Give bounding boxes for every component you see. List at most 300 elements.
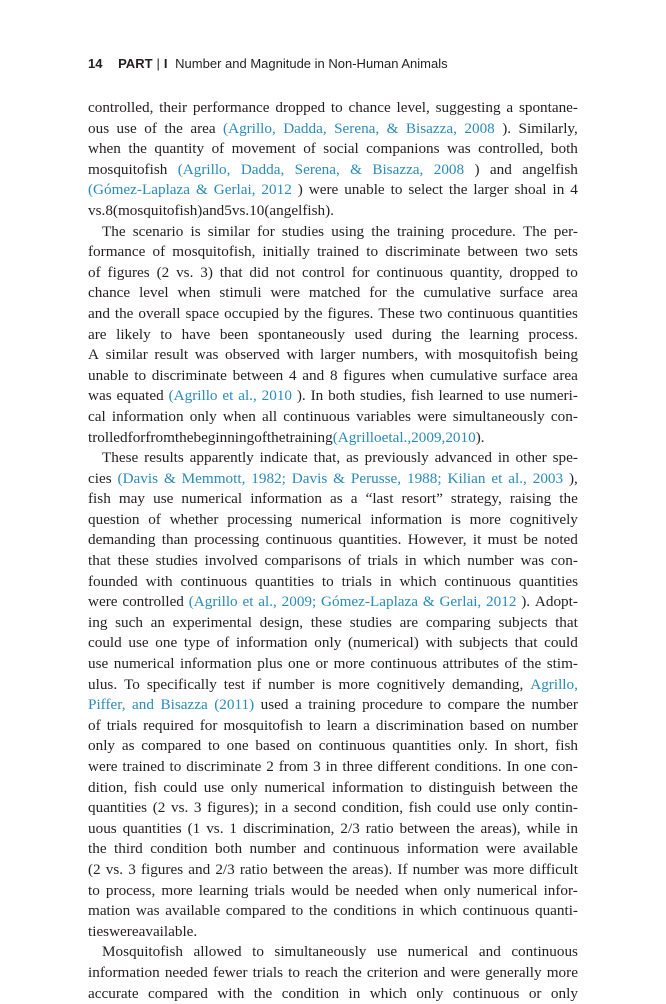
word: from — [278, 758, 309, 775]
citation-link[interactable]: 2008 — [464, 119, 495, 137]
word: third — [114, 840, 143, 858]
word: to — [566, 263, 578, 281]
word: ). — [296, 387, 306, 405]
word: generally — [485, 963, 542, 981]
word: numerical — [264, 778, 326, 796]
word: to — [429, 696, 442, 714]
word: vs. — [170, 799, 189, 817]
word: continuous — [444, 572, 512, 590]
word: procedure. — [451, 222, 516, 240]
text-line — [88, 428, 578, 449]
text-line — [88, 386, 578, 407]
word: the — [559, 490, 578, 508]
word: reach — [305, 963, 338, 981]
word: ). — [502, 119, 512, 137]
text-line — [88, 881, 578, 902]
word: from — [145, 428, 175, 446]
citation-link[interactable]: Serena, — [294, 160, 340, 178]
word: vs. — [176, 263, 194, 281]
word: studies — [349, 613, 392, 631]
word: was — [135, 902, 160, 920]
word: discrimination — [375, 716, 464, 734]
word: 3 — [313, 758, 321, 775]
citation-link[interactable]: et — [222, 387, 234, 405]
word: when — [391, 366, 425, 384]
word: would — [291, 881, 329, 899]
word: only — [189, 407, 217, 425]
word: spontane- — [518, 99, 578, 116]
word: quantity, — [449, 263, 503, 281]
text-line — [88, 922, 578, 943]
word: were — [450, 963, 480, 981]
word: figures. — [327, 304, 374, 322]
word: and — [303, 840, 326, 858]
word: (angelfish). — [264, 201, 334, 219]
word: chance — [88, 284, 131, 302]
citation-link[interactable]: 1988; — [406, 469, 442, 487]
citation-link[interactable]: 2010 — [445, 428, 476, 446]
word: used — [354, 325, 383, 343]
word: infor- — [543, 881, 578, 899]
word: were — [308, 181, 339, 199]
word: the — [441, 325, 460, 343]
word: when — [404, 881, 438, 899]
word: more — [333, 655, 365, 673]
word: these — [117, 552, 149, 570]
text-line — [88, 160, 578, 181]
word: vs. — [105, 860, 124, 878]
word: use — [153, 490, 174, 508]
citation-link[interactable]: Kilian — [447, 469, 486, 487]
paragraph-first-line — [88, 222, 578, 243]
word: could — [437, 799, 471, 817]
word: more — [469, 510, 501, 528]
word: equated — [116, 387, 164, 405]
citation-link[interactable]: 2003 — [532, 469, 564, 487]
word: demanding, — [452, 675, 524, 693]
word: to — [390, 181, 403, 199]
word: with — [217, 984, 245, 1002]
word: quantities — [392, 737, 452, 755]
word: discriminate — [385, 243, 461, 261]
word: con- — [550, 407, 578, 425]
citation-link[interactable]: et — [491, 469, 503, 487]
word: number — [467, 552, 514, 570]
word: one — [288, 655, 310, 673]
word: more — [492, 860, 525, 878]
word: more — [338, 675, 370, 693]
word: whether — [169, 510, 219, 528]
word: involved — [204, 552, 258, 570]
citation-link[interactable]: Dadda, — [240, 160, 285, 178]
word: numerical — [113, 655, 175, 673]
word: training — [396, 222, 445, 240]
word: stimuli — [219, 284, 262, 302]
word: such — [115, 613, 143, 631]
word: 5 — [224, 201, 232, 219]
word: the — [253, 984, 273, 1002]
word: needed — [355, 881, 399, 899]
word: continuous — [511, 943, 578, 961]
word: raising — [509, 490, 552, 508]
text-line — [88, 119, 578, 140]
word: continuous — [332, 840, 400, 858]
word: one — [524, 758, 547, 775]
word: simultaneously — [274, 943, 367, 961]
word: only — [88, 737, 116, 755]
word: are — [88, 325, 107, 343]
word: or — [528, 984, 542, 1002]
word: angelfish — [522, 160, 578, 178]
citation-link[interactable]: Gómez-Laplaza — [321, 593, 419, 611]
citation-link[interactable]: et — [242, 593, 254, 611]
word: by — [283, 304, 300, 322]
word: continuous — [318, 737, 386, 755]
word: apparently — [189, 449, 254, 467]
word: of — [303, 140, 316, 158]
word: level, — [396, 99, 430, 116]
word: both — [550, 140, 578, 158]
word: to — [321, 572, 334, 590]
word: type — [183, 634, 211, 652]
citation-link[interactable]: et — [381, 428, 393, 446]
word: compared — [141, 737, 202, 755]
word: noted — [544, 531, 578, 549]
citation-link[interactable]: & — [422, 593, 435, 611]
text-line — [88, 716, 578, 737]
word: numerical — [476, 881, 538, 899]
word: continuous — [452, 984, 520, 1002]
word: learning — [198, 881, 249, 899]
citation-link[interactable]: (Agrillo, — [177, 160, 231, 178]
word: that — [514, 634, 538, 652]
word: unable — [344, 181, 385, 199]
word: subjects — [498, 613, 548, 631]
word: occupied — [224, 304, 279, 322]
word: information — [406, 840, 479, 858]
word: was — [464, 860, 488, 878]
word: In — [494, 737, 508, 755]
word: more — [546, 963, 578, 981]
word: use — [128, 634, 149, 652]
text-line — [88, 366, 578, 387]
word: observed — [225, 346, 280, 364]
word: did — [249, 263, 269, 281]
text-line — [88, 839, 578, 860]
word: between — [272, 860, 324, 878]
citation-link[interactable]: 2012 — [486, 593, 517, 611]
word: more — [161, 881, 193, 899]
word: to — [160, 325, 173, 343]
word: of — [148, 510, 161, 528]
word: (1 — [187, 819, 201, 837]
word: performance — [192, 99, 270, 116]
word: in — [325, 758, 338, 775]
word: information — [235, 634, 308, 652]
word: both — [215, 840, 243, 858]
word: figures — [140, 860, 184, 878]
word: variables — [356, 407, 411, 425]
word: 4 — [570, 181, 578, 199]
word: for — [127, 428, 146, 446]
text-line — [88, 860, 578, 881]
citation-link[interactable]: (Gómez-Laplaza — [88, 181, 191, 199]
word: a — [350, 490, 358, 508]
word: spe- — [552, 449, 578, 467]
word: of — [144, 119, 157, 137]
word: needed — [164, 963, 208, 981]
citation-link[interactable]: 2009, — [411, 428, 446, 446]
citation-link[interactable]: 2012 — [261, 181, 292, 199]
citation-link[interactable]: (Agrillo — [168, 387, 218, 405]
word: number — [412, 860, 460, 878]
word: trained — [122, 758, 165, 775]
word: the — [164, 119, 183, 137]
citation-link[interactable]: al., — [508, 469, 527, 487]
word: use — [376, 943, 398, 961]
word: of — [211, 140, 225, 158]
word: that — [88, 552, 111, 570]
word: ), — [569, 469, 578, 487]
word: plus — [257, 655, 283, 673]
word: processing — [227, 510, 293, 528]
word: shoal — [514, 181, 547, 199]
word: and — [302, 366, 325, 384]
citation-link[interactable]: & — [333, 469, 345, 487]
word: a — [363, 716, 370, 734]
word: indicate — [259, 449, 308, 467]
word: studies — [155, 552, 198, 570]
word: of — [504, 655, 518, 673]
word: both — [328, 387, 356, 405]
word: 8 — [329, 366, 338, 384]
word: two — [525, 243, 548, 261]
word: studies — [281, 222, 325, 240]
word: three — [342, 758, 373, 775]
citation-link[interactable]: (2011) — [214, 696, 255, 714]
citation-link[interactable]: Agrillo, — [530, 675, 578, 693]
citation-link[interactable]: & — [163, 469, 176, 487]
word: with — [425, 634, 453, 652]
text-line — [88, 201, 578, 222]
word: cumulative — [423, 284, 491, 302]
word: could — [163, 778, 198, 796]
word: ). — [475, 428, 485, 446]
word: information — [111, 407, 184, 425]
word: compared — [225, 902, 286, 920]
word: were — [270, 284, 300, 302]
word: quantity — [154, 140, 205, 158]
citation-link[interactable]: Perusse, — [350, 469, 402, 487]
word: a — [281, 799, 289, 817]
word: mosquitofish — [223, 716, 303, 734]
word: to — [288, 963, 300, 981]
citation-link[interactable]: Gerlai, — [213, 181, 256, 199]
word: use — [116, 119, 137, 137]
word: using — [331, 222, 365, 240]
word: were — [88, 593, 118, 611]
word: learn — [326, 716, 358, 734]
citation-link[interactable]: 2008 — [433, 160, 465, 178]
word: (2 — [152, 799, 166, 817]
text-line — [88, 469, 578, 490]
word: (2 — [88, 860, 101, 878]
word: only — [230, 778, 258, 796]
running-header — [88, 56, 448, 71]
word: between — [232, 366, 284, 384]
word: the — [328, 860, 348, 878]
text-line — [88, 572, 578, 593]
word: con- — [550, 552, 578, 570]
word: in — [404, 552, 417, 570]
word: likely — [116, 325, 151, 343]
word: To — [124, 675, 140, 693]
word: is — [450, 510, 461, 528]
word: quanti- — [534, 902, 578, 920]
word: unable — [88, 366, 129, 384]
word: figures — [343, 366, 386, 384]
word: it — [472, 531, 482, 549]
citation-link[interactable]: al., — [392, 428, 412, 446]
word: for — [369, 284, 387, 302]
citation-link[interactable]: (Agrillo — [188, 593, 238, 611]
word: similar — [207, 222, 250, 240]
word: area — [552, 366, 578, 384]
word: A — [88, 346, 99, 364]
word: all — [261, 407, 278, 425]
word: condition — [150, 840, 208, 858]
word: area — [190, 119, 216, 137]
word: and — [88, 304, 110, 322]
word: to — [410, 778, 423, 796]
citation-link[interactable]: al., — [238, 387, 257, 405]
word: only — [443, 881, 471, 899]
word: during — [391, 325, 432, 343]
word: to — [252, 943, 264, 961]
word: based — [469, 716, 505, 734]
word: trials — [106, 716, 138, 734]
citation-link[interactable]: Piffer, — [88, 696, 126, 714]
word: per- — [553, 222, 578, 240]
word: condition, — [341, 799, 404, 817]
word: companions — [366, 140, 440, 158]
word: In — [310, 387, 324, 405]
word: discrimination, — [242, 819, 335, 837]
citation-link[interactable]: Dadda, — [283, 119, 327, 137]
word: the — [88, 840, 107, 858]
word: the — [114, 304, 134, 322]
citation-link[interactable]: Bisazza — [160, 696, 208, 714]
word: available — [523, 840, 578, 858]
word: numerical — [407, 943, 469, 961]
citation-link[interactable]: (Davis — [117, 469, 159, 487]
word: two — [419, 304, 443, 322]
citation-link[interactable]: & — [350, 160, 362, 178]
word: continuous — [370, 655, 437, 673]
word: Mosquitofish — [102, 943, 184, 961]
word: to — [330, 99, 343, 116]
word: criterion — [366, 963, 419, 981]
word: to — [366, 243, 379, 261]
word: conditions — [333, 902, 397, 920]
word: in — [379, 572, 392, 590]
word: the — [371, 222, 390, 240]
citation-link[interactable]: Gerlai, — [439, 593, 482, 611]
word: a — [506, 99, 514, 116]
word: only. — [458, 737, 488, 755]
citation-link[interactable]: Memmott, — [181, 469, 246, 487]
word: quantities — [518, 572, 578, 590]
word: be — [335, 881, 350, 899]
word: were — [486, 840, 516, 858]
citation-link[interactable]: Serena, — [334, 119, 380, 137]
citation-link[interactable]: Bisazza, — [372, 160, 424, 178]
word: control — [301, 263, 345, 281]
text-line — [88, 798, 578, 819]
citation-link[interactable]: 2009; — [281, 593, 317, 611]
text-line — [88, 757, 578, 778]
citation-link[interactable]: 2010 — [261, 387, 292, 405]
citation-link[interactable]: Bisazza, — [405, 119, 457, 137]
word: based — [255, 737, 290, 755]
citation-link[interactable]: & — [195, 181, 208, 199]
word: scenario — [132, 222, 184, 240]
word: the — [456, 819, 475, 837]
citation-link[interactable]: and — [132, 696, 154, 714]
word: information — [370, 510, 443, 528]
word: dropped — [275, 99, 326, 116]
word: strategy, — [450, 490, 502, 508]
citation-link[interactable]: al., — [258, 593, 277, 611]
word: in — [552, 181, 565, 199]
word: simultaneously — [452, 407, 545, 425]
word: ratio — [365, 819, 394, 837]
word: (2 — [156, 263, 170, 281]
word: accurate — [88, 984, 139, 1002]
word: not — [275, 263, 296, 281]
word: that, — [313, 449, 341, 467]
word: and — [202, 201, 225, 219]
word: social — [323, 140, 359, 158]
citation-link[interactable]: & — [386, 119, 399, 137]
word: Similarly, — [518, 119, 578, 137]
word: fish — [88, 490, 111, 508]
citation-link[interactable]: (Agrillo, — [223, 119, 276, 137]
citation-link[interactable]: (Agrillo — [332, 428, 382, 446]
word: numeri- — [529, 387, 578, 405]
word: demanding — [88, 531, 156, 549]
word: larger — [473, 181, 509, 199]
word: short, — [514, 737, 549, 755]
word: founded — [88, 572, 138, 590]
word: formance — [88, 243, 146, 261]
citation-link[interactable]: 1982; — [251, 469, 286, 487]
word: 8 — [105, 201, 113, 219]
citation-link[interactable]: Davis — [291, 469, 328, 487]
word: with — [424, 346, 452, 364]
text-line — [88, 242, 578, 263]
word: ties — [88, 922, 110, 940]
word: ) — [297, 181, 303, 199]
word: available — [165, 902, 221, 920]
word: in — [566, 819, 578, 837]
word: learning — [469, 325, 519, 343]
word: compared — [148, 984, 208, 1002]
word: 3 — [128, 860, 136, 878]
word: initially — [262, 243, 310, 261]
word: studies, — [359, 387, 406, 405]
text-line — [88, 778, 578, 799]
